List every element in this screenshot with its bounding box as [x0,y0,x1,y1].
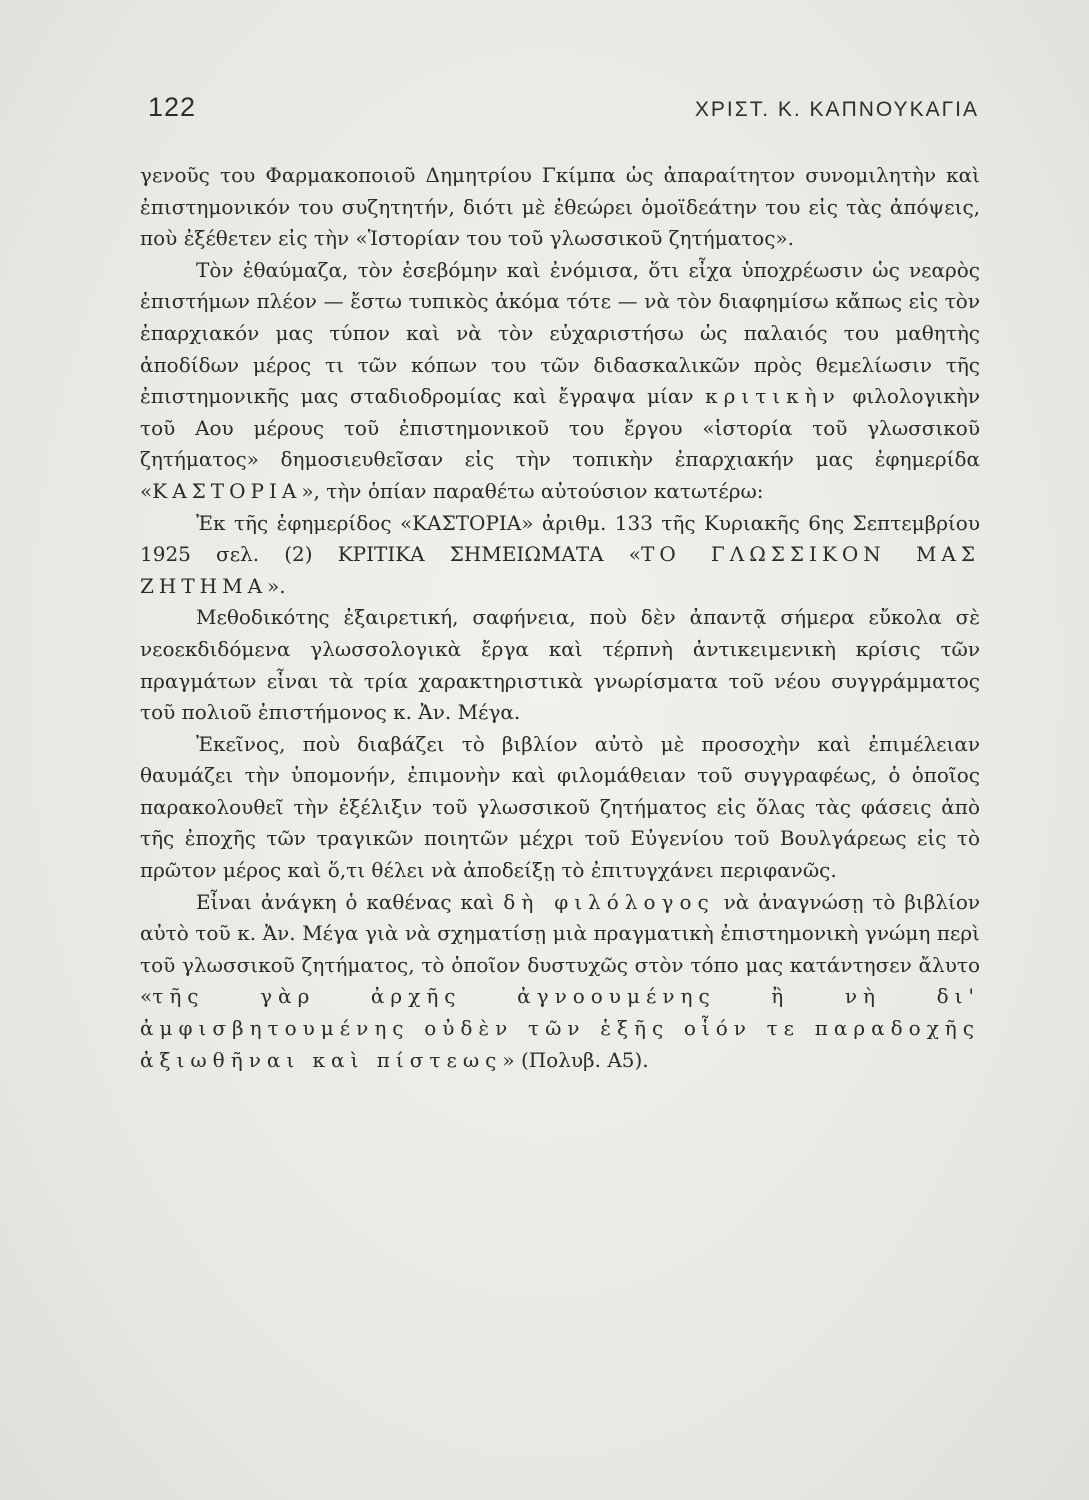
body-text [140,160,980,1076]
paragraph-3-part1: Ἐκ τῆς ἐφημερίδος «ΚΑΣΤΟΡΙΑ» ἀριθμ. 133 τῆς Κυριακῆς 6ης Σεπτεμβρίου 1925 σελ. (2) ΚΡΙΤΙΚΑ ΣΗΜΕΙΩΜΑΤΑ « [140,510,980,567]
paragraph-3-part2: ». [267,573,286,598]
paragraph-5 [140,729,980,887]
paragraph-2-emphasis-kastoria: ΚΑΣΤΟΡΙΑ [152,478,302,503]
page-header [148,92,979,132]
running-head: ΧΡΙΣΤ. Κ. ΚΑΠΝΟΥΚΑΓΙΑ [694,98,979,121]
paragraph-2-emphasis-kritikin: κριτικὴν [705,384,841,409]
paragraph-2-part1: Τὸν ἐθαύμαζα, τὸν ἐσεβόμην καὶ ἐνόμισα, ὅτι εἶχα ὑποχρέωσιν ὡς νεαρὸς ἐπιστήμων πλέον — ἔστω τυπικὸς ἀκόμα τότε — νὰ τὸν διαφημίσω κἄπως εἰς τὸν ἐπαρχιακόν μας τύπον καὶ νὰ τὸν εὐχαριστήσω ὡς παλαιός του μαθητὴς ἀποδίδων μέρος τι τῶν κόπων του τῶν διδασκαλικῶν πρὸς θεμελίωσιν τῆς ἐπιστημονικῆς μας σταδιοδρομίας καὶ ἔγραψα μίαν [140,257,980,409]
paragraph-6-emphasis-filologos: δὴ φιλόλογος [503,889,715,914]
paragraph-6-part2: νὰ ἀναγνώσῃ τὸ βιβλίον αὐτὸ τοῦ κ. Ἀν. Μέγα γιὰ νὰ σχηματίσῃ μιὰ πραγματικὴ ἐπιστημονικὴ γνώμη περὶ τοῦ γλωσσικοῦ ζητήματος, τὸ ὁποῖον δυστυχῶς στὸν τόπο μας κατάντησεν ἄλυτο « [140,889,981,1009]
paragraph-5-text: Ἐκεῖνος, ποὺ διαβάζει τὸ βιβλίον αὐτὸ μὲ προσοχὴν καὶ ἐπιμέλειαν θαυμάζει τὴν ὑπομονήν, ἐπιμονὴν καὶ φιλομάθειαν τοῦ συγγραφέως, ὁ ὁποῖος παρακολουθεῖ τὴν ἐξέλιξιν τοῦ γλωσσικοῦ ζητήματος εἰς ὅλας τὰς φάσεις ἀπὸ τῆς ἐποχῆς τῶν τραγικῶν ποιητῶν μέχρι τοῦ Εὐγενίου τοῦ Βουλγάρεως εἰς τὸ πρῶτον μέρος καὶ ὅ,τι θέλει νὰ ἀποδείξῃ τὸ ἐπιτυγχάνει περιφανῶς. [140,731,980,883]
paragraph-4-text: Μεθοδικότης ἐξαιρετική, σαφήνεια, ποὺ δὲν ἀπαντᾷ σήμερα εὔκολα σὲ νεοεκδιδόμενα γλωσσολογικὰ ἔργα καὶ τέρπνὴ ἀντικειμενικὴ κρίσις τῶν πραγμάτων εἶναι τὰ τρία χαρακτηριστικὰ γνωρίσματα τοῦ νέου συγγράμματος τοῦ πολιοῦ ἐπιστήμονος κ. Ἀν. Μέγα. [140,605,980,725]
paragraph-1 [140,160,980,255]
paragraph-2-part2: φιλολογικὴν τοῦ Αου μέρους τοῦ ἐπιστημονικοῦ του ἔργου «ἱστορία τοῦ γλωσσικοῦ ζητήματος» δημοσιευθεῖσαν εἰς τὴν τοπικὴν ἐπαρχιακήν μας ἐφημερίδα « [140,384,981,503]
paragraph-6 [140,887,980,1077]
page-number: 122 [148,92,197,122]
paragraph-3-emphasis-title: ΤΟ ΓΛΩΣΣΙΚΟΝ ΜΑΣ ΖΗΤΗΜΑ [140,542,981,598]
paragraph-6-part3: » (Πολυβ. Α5). [502,1047,649,1072]
paragraph-6-emphasis-quote: τῆς γὰρ ἀρχῆς ἀγνοουμένης ἢ νὴ δι' ἀμφισβητουμένης οὐδὲν τῶν ἑξῆς οἷόν τε παραδοχῆς ἀξιωθῆναι καὶ πίστεως [140,984,980,1072]
paragraph-3 [140,508,980,603]
paragraph-1-text: γενοῦς του Φαρμακοποιοῦ Δημητρίου Γκίμπα ὡς ἀπαραίτητον συνομιλητὴν καὶ ἐπιστημονικόν του συζητητήν, διότι μὲ ἐθεώρει ὁμοϊδεάτην του εἰς τὰς ἀπόψεις, ποὺ ἐξέθετεν εἰς τὴν «Ἱστορίαν του τοῦ γλωσσικοῦ ζητήματος». [140,163,980,251]
paragraph-2-part3: », τὴν ὁπίαν παραθέτω αὐτούσιον κατωτέρω: [301,478,764,503]
paragraph-4 [140,602,980,728]
paragraph-6-part1: Εἶναι ἀνάγκη ὁ καθένας καὶ [196,889,495,914]
paragraph-2 [140,255,980,508]
